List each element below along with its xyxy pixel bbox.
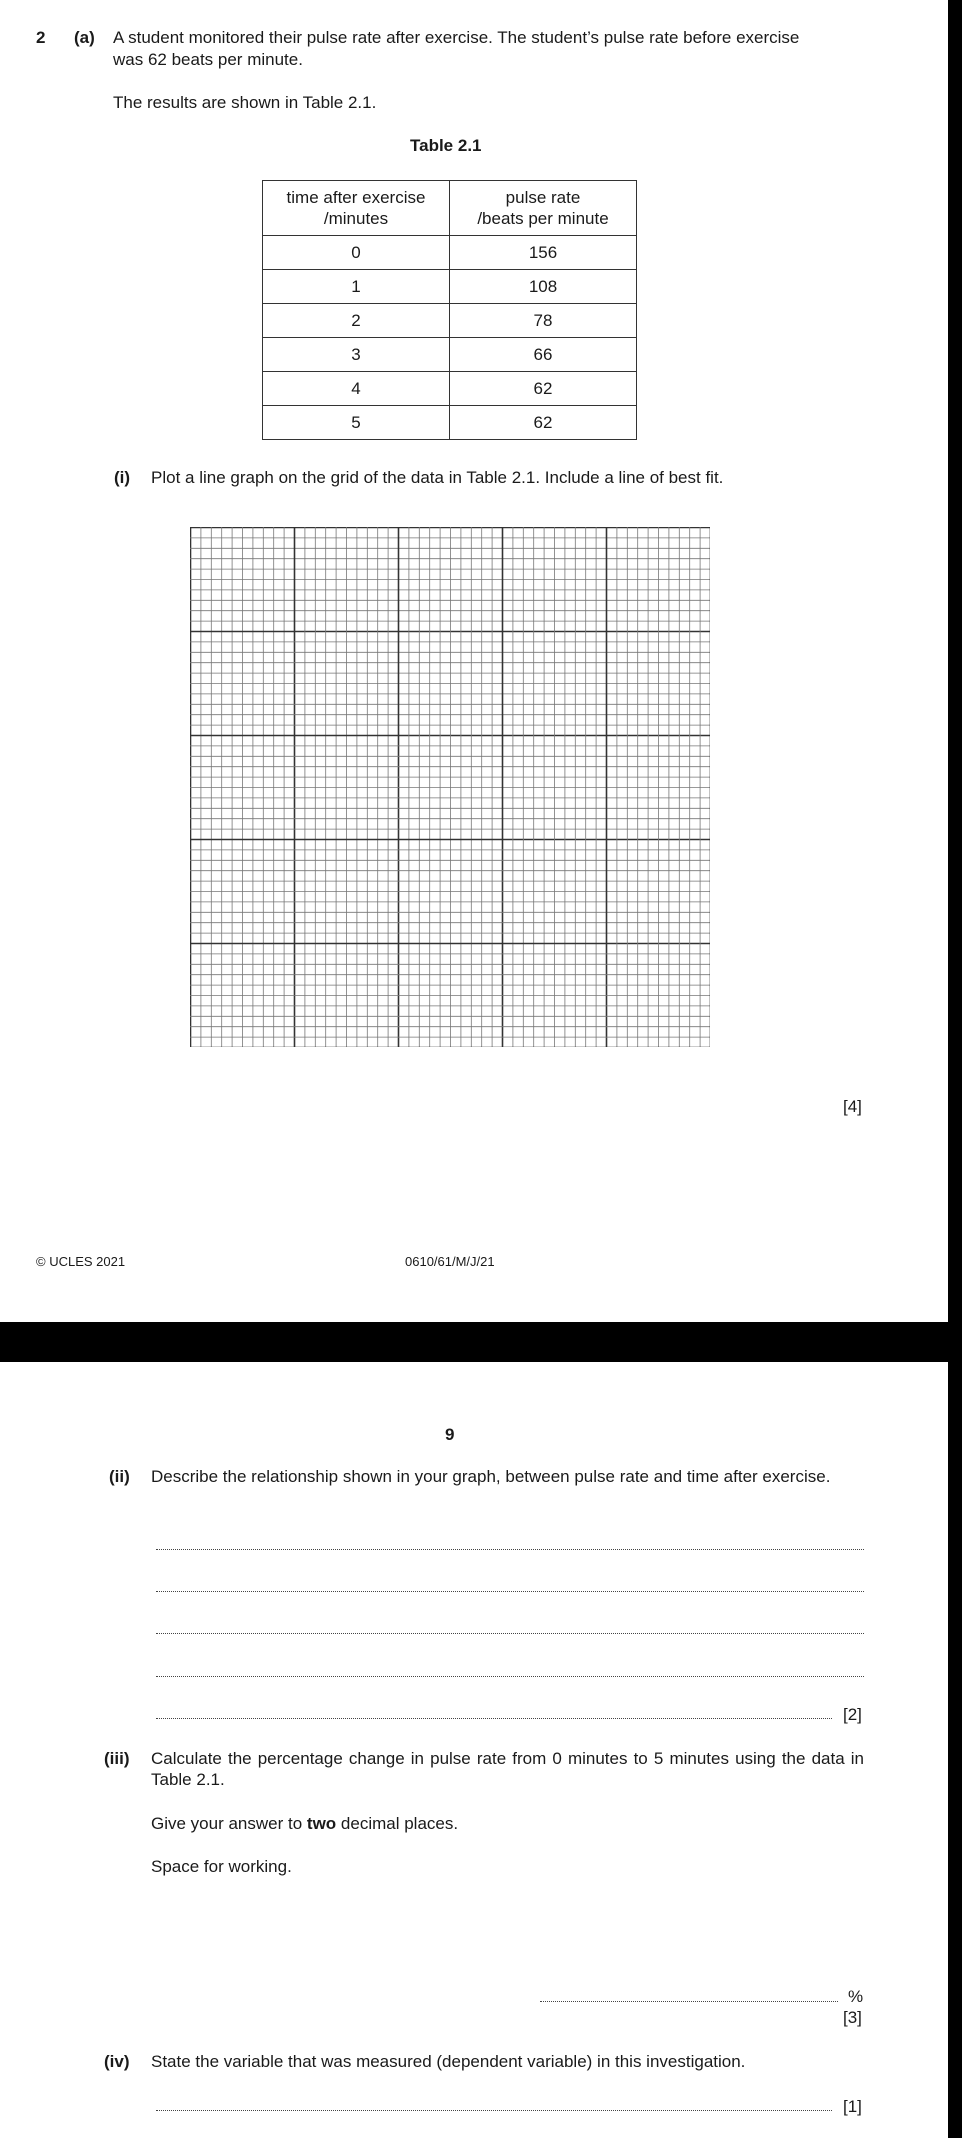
table-cell: 62 xyxy=(450,406,637,440)
page-edge-shadow xyxy=(948,0,962,1322)
give-answer-bold: two xyxy=(306,1814,337,1833)
intro-line-1: A student monitored their pulse rate after exercise. The student’s pulse rate before exercise xyxy=(113,28,800,47)
table-row xyxy=(263,372,637,406)
table-cell: 5 xyxy=(263,406,450,440)
page-gap xyxy=(0,1322,962,1362)
part-iv-text: State the variable that was measured (dependent variable) in this investigation. xyxy=(151,2052,746,2071)
table-row xyxy=(263,236,637,270)
part-iii-text: Calculate the percentage change in pulse rate from 0 minutes to 5 minutes using the data in Table 2.1. xyxy=(151,1749,864,1789)
part-i-label: (i) xyxy=(114,468,131,487)
header-pulse-line2: /beats per minute xyxy=(477,209,609,228)
answer-line[interactable] xyxy=(156,2108,832,2111)
table-row xyxy=(263,406,637,440)
give-answer-instruction xyxy=(151,1813,458,1834)
table-cell: 66 xyxy=(450,338,637,372)
table-cell: 1 xyxy=(263,270,450,304)
table-cell: 62 xyxy=(450,372,637,406)
part-iii-label: (iii) xyxy=(104,1749,130,1768)
header-time-line1: time after exercise xyxy=(286,188,426,207)
table-cell: 3 xyxy=(263,338,450,372)
table-header-time xyxy=(263,181,450,236)
results-text: The results are shown in Table 2.1. xyxy=(113,93,377,112)
footer-copyright: © UCLES 2021 xyxy=(36,1254,126,1269)
table-title: Table 2.1 xyxy=(410,136,482,155)
page-number: 9 xyxy=(445,1425,455,1444)
table-row xyxy=(263,304,637,338)
table-cell: 2 xyxy=(263,304,450,338)
table-cell: 78 xyxy=(450,304,637,338)
footer-paper-code: 0610/61/M/J/21 xyxy=(405,1254,495,1269)
question-part-label: (a) xyxy=(74,28,95,47)
marks-i: [4] xyxy=(843,1097,862,1116)
answer-line[interactable] xyxy=(156,1674,864,1677)
answer-line[interactable] xyxy=(156,1716,832,1719)
give-answer-prefix: Give your answer to xyxy=(151,1814,307,1833)
answer-line[interactable] xyxy=(156,1547,864,1550)
table-header-pulse xyxy=(450,181,637,236)
header-time-line2: /minutes xyxy=(323,209,389,228)
percent-unit: % xyxy=(848,1987,864,2006)
marks-iii: [3] xyxy=(843,2008,862,2027)
table-row xyxy=(263,270,637,304)
table-cell: 0 xyxy=(263,236,450,270)
header-pulse-line1: pulse rate xyxy=(505,188,581,207)
graph-grid[interactable] xyxy=(190,527,710,1047)
answer-line[interactable] xyxy=(156,1631,864,1634)
space-for-working: Space for working. xyxy=(151,1857,292,1876)
percent-answer-line[interactable] xyxy=(540,1999,838,2002)
marks-iv: [1] xyxy=(843,2097,862,2116)
marks-ii: [2] xyxy=(843,1705,862,1724)
table-cell: 156 xyxy=(450,236,637,270)
question-number: 2 xyxy=(36,28,46,47)
part-ii-label: (ii) xyxy=(109,1467,130,1486)
exam-page-2 xyxy=(0,1362,948,2138)
table-cell: 4 xyxy=(263,372,450,406)
page-edge-shadow xyxy=(948,1362,962,2138)
table-row xyxy=(263,338,637,372)
part-i-text: Plot a line graph on the grid of the data in Table 2.1. Include a line of best fit. xyxy=(151,468,724,487)
answer-line[interactable] xyxy=(156,1589,864,1592)
give-answer-suffix: decimal places. xyxy=(336,1814,459,1833)
part-ii-text: Describe the relationship shown in your graph, between pulse rate and time after exercise. xyxy=(151,1467,831,1486)
results-table xyxy=(262,180,637,440)
graph-paper[interactable] xyxy=(190,527,710,1047)
table-header-row xyxy=(263,181,637,236)
intro-line-2: was 62 beats per minute. xyxy=(113,50,303,69)
table-cell: 108 xyxy=(450,270,637,304)
part-iv-label: (iv) xyxy=(104,2052,130,2071)
